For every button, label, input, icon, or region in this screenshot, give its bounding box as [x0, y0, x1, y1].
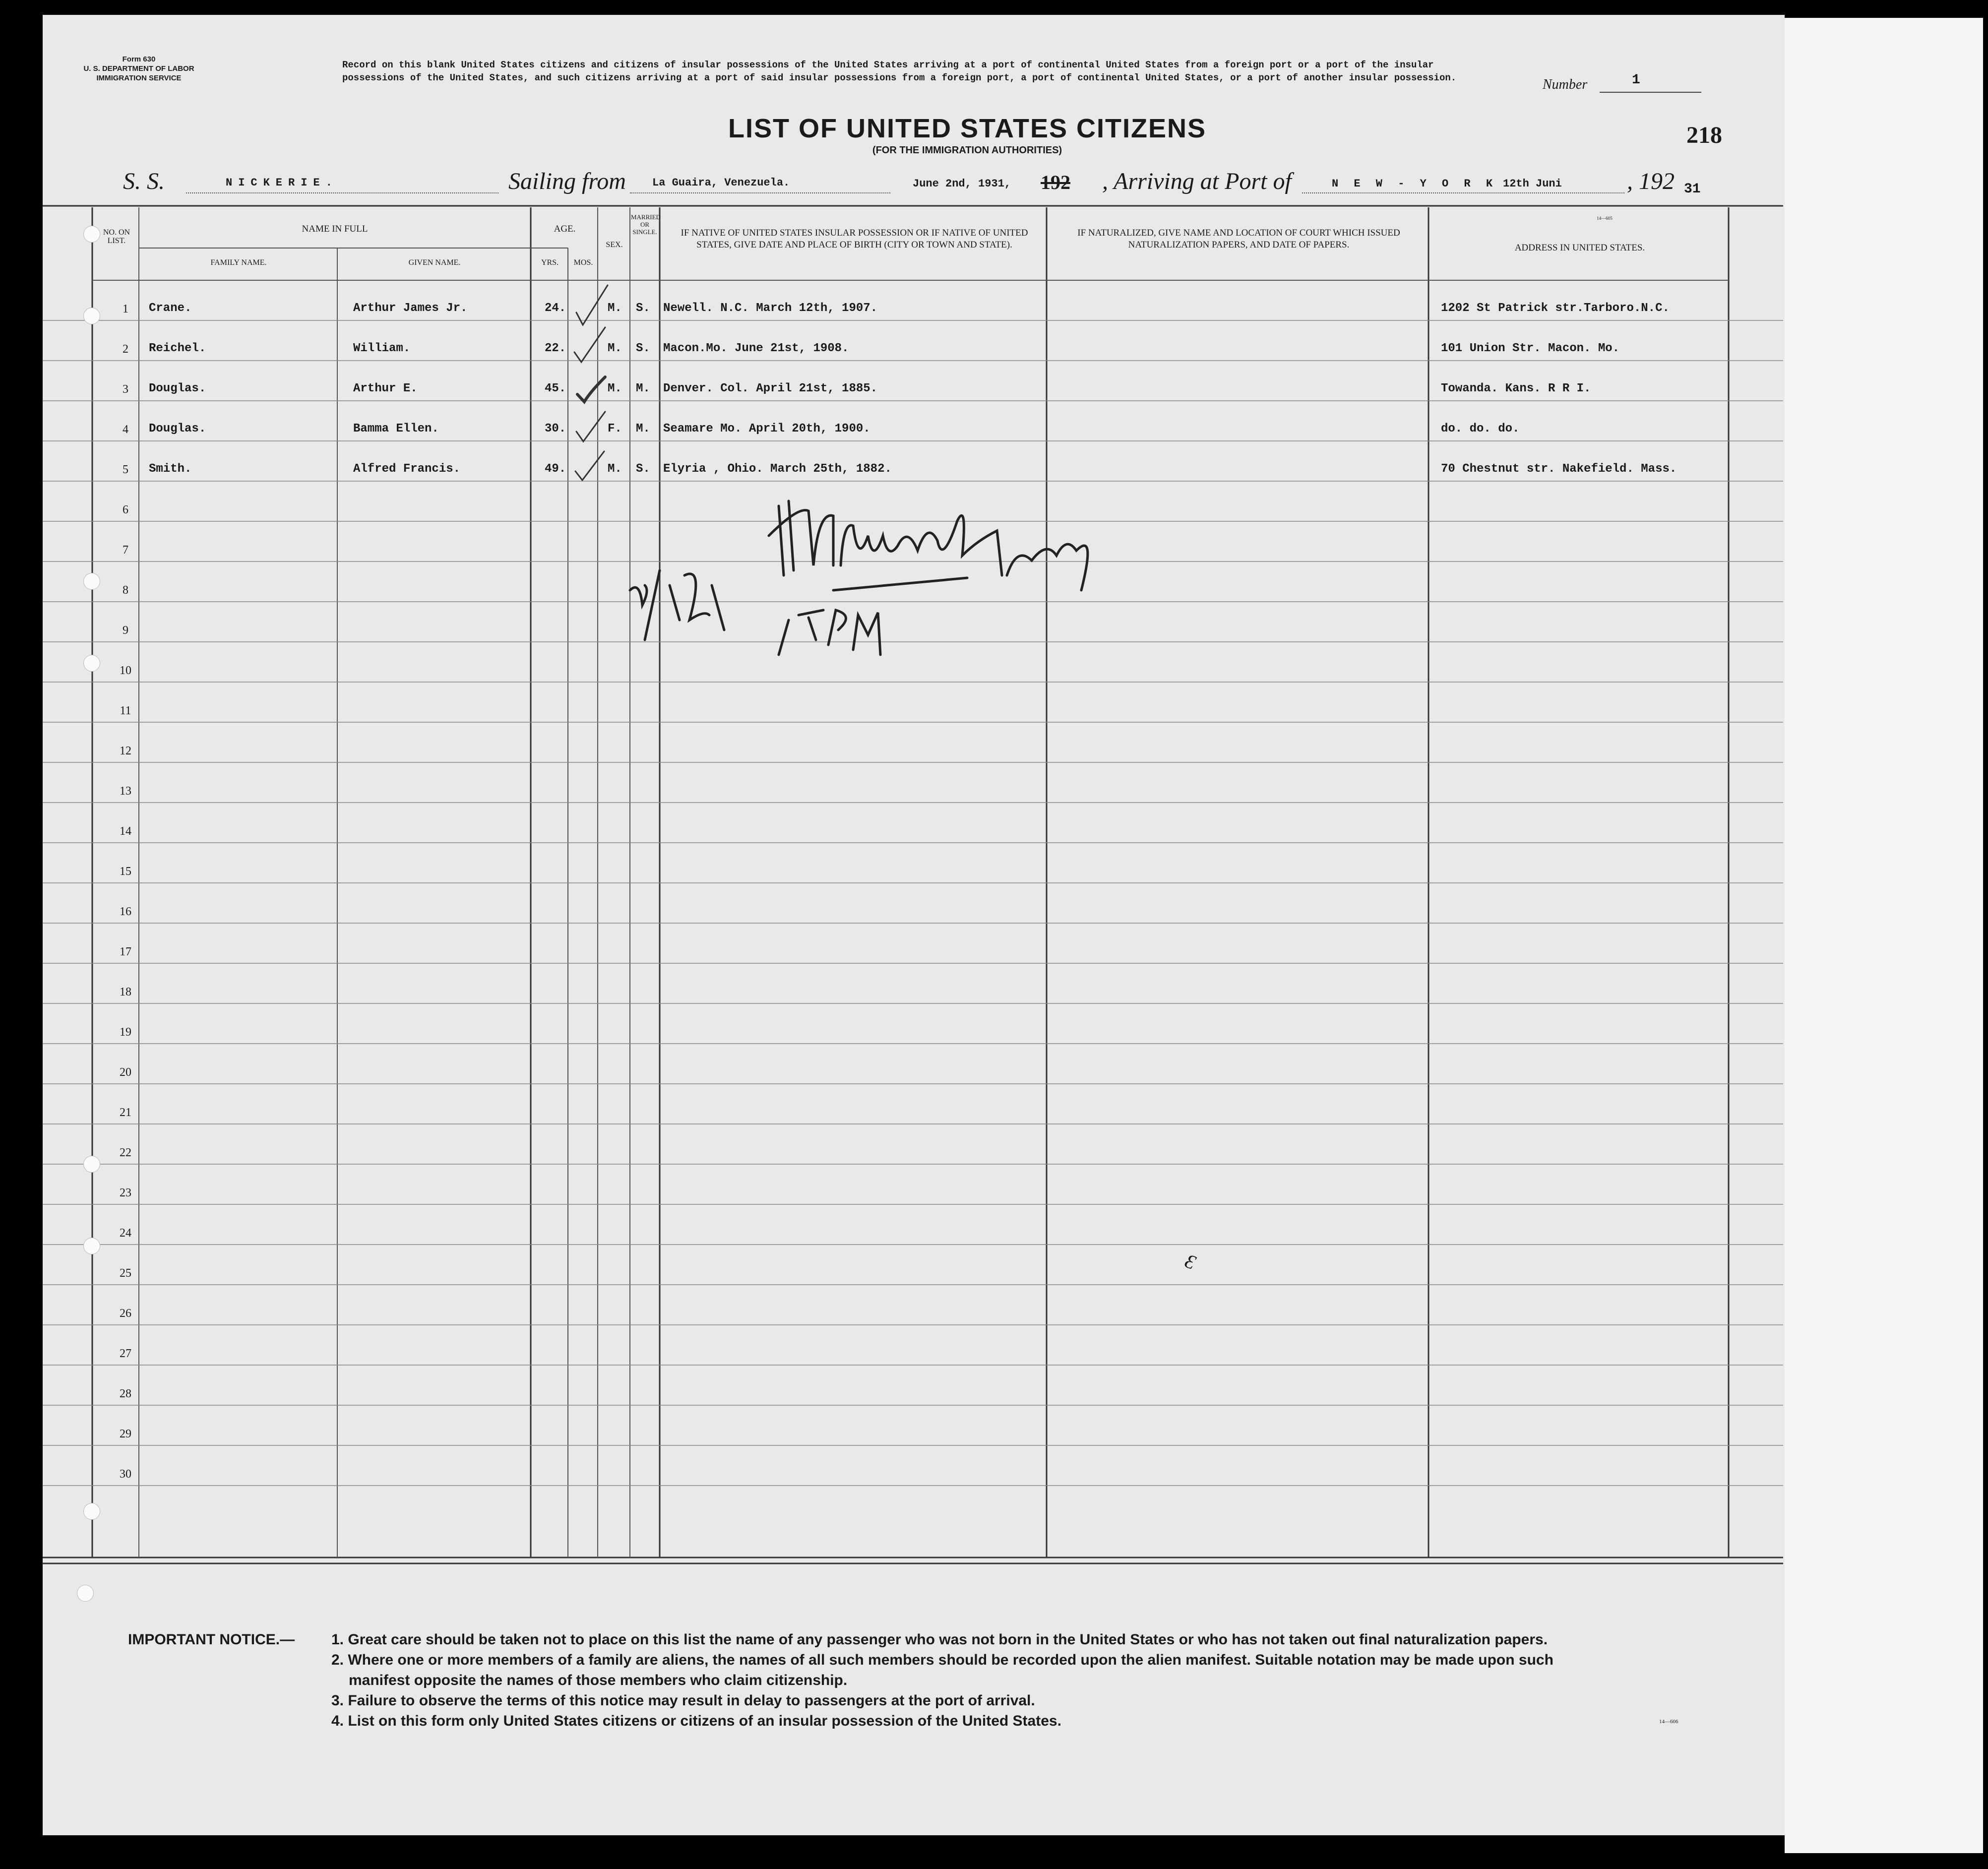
sailing-date: June 2nd, 1931, [913, 178, 1011, 190]
cell-given-name: Arthur James Jr. [353, 302, 468, 315]
department-name: U. S. DEPARTMENT OF LABOR [83, 64, 194, 73]
cell-address: do. do. do. [1441, 422, 1520, 436]
cell-marital-status: S. [636, 302, 650, 315]
row-number: 30 [120, 1468, 131, 1481]
row-number: 5 [123, 463, 128, 476]
row-number: 15 [120, 865, 131, 878]
cell-birth-place-date: Seamare Mo. April 20th, 1900. [663, 422, 870, 436]
binder-hole [83, 226, 100, 243]
cell-family-name: Douglas. [149, 382, 206, 395]
binder-hole [83, 308, 100, 324]
struck-year: 192 [1041, 171, 1070, 193]
arriving-label: , Arriving at Port of [1102, 168, 1292, 194]
footer-code: 14—606 [1659, 1719, 1678, 1725]
col-header-address: ADDRESS IN UNITED STATES. [1514, 243, 1645, 253]
cell-sex: M. [608, 462, 622, 476]
row-number: 25 [120, 1267, 131, 1280]
list-number: 1 [1632, 72, 1640, 88]
row-number: 20 [120, 1066, 131, 1079]
cell-given-name: Arthur E. [353, 382, 418, 395]
row-number: 19 [120, 1026, 131, 1039]
row-number: 28 [120, 1387, 131, 1400]
notice-item-3: 3. Failure to observe the terms of this notice may result in delay to passengers at the port of arrival. [331, 1692, 1035, 1709]
page-subtitle: (FOR THE IMMIGRATION AUTHORITIES) [872, 145, 1062, 156]
notice-item-2: 2. Where one or more members of a family are aliens, the names of all such members should be recorded upon the alien manifest. Suitable notation may be made upon such [331, 1652, 1553, 1668]
row-number: 3 [123, 383, 128, 396]
cell-address: 1202 St Patrick str.Tarboro.N.C. [1441, 302, 1670, 315]
row-number: 4 [123, 423, 128, 436]
col-header-naturalized: IF NATURALIZED, GIVE NAME AND LOCATION OF COURT WHICH ISSUED NATURALIZATION PAPERS, AND DATE OF PAPERS. [1077, 228, 1400, 250]
col-header-no: NO. ON LIST. [103, 228, 130, 245]
col-header-family-name: FAMILY NAME. [210, 258, 267, 267]
binder-hole [77, 1585, 94, 1602]
service-name: IMMIGRATION SERVICE [96, 74, 182, 82]
page-title: LIST OF UNITED STATES CITIZENS [728, 114, 1206, 143]
cell-address: 101 Union Str. Macon. Mo. [1441, 342, 1620, 355]
ship-name: NICKERIE. [226, 177, 338, 189]
inspector-signature [620, 491, 1141, 680]
cell-address: 70 Chestnut str. Nakefield. Mass. [1441, 462, 1677, 476]
cell-age-years: 22. [545, 342, 566, 355]
margin-mark: Ɛ [1181, 1249, 1199, 1274]
row-number: 22 [120, 1146, 131, 1159]
row-number: 8 [123, 584, 128, 597]
row-number: 11 [120, 704, 131, 717]
binder-hole [83, 1238, 100, 1254]
row-number: 24 [120, 1227, 131, 1240]
sailing-port: La Guaira, Venezuela. [652, 177, 790, 189]
binder-hole [83, 655, 100, 672]
arrival-port: N E W - Y O R K [1332, 178, 1497, 190]
cell-given-name: Bamma Ellen. [353, 422, 439, 436]
row-number: 10 [120, 664, 131, 677]
row-number: 27 [120, 1347, 131, 1360]
cell-family-name: Smith. [149, 462, 192, 476]
notice-item-2-cont: manifest opposite the names of those members who claim citizenship. [349, 1672, 848, 1688]
row-number: 7 [123, 544, 128, 557]
binder-hole [83, 1156, 100, 1173]
row-number: 17 [120, 945, 131, 958]
col-header-age: AGE. [554, 224, 576, 234]
col-header-mos: MOS. [573, 258, 593, 267]
cell-age-years: 30. [545, 422, 566, 436]
row-number: 16 [120, 905, 131, 918]
ss-label: S. S. [123, 168, 165, 194]
cell-family-name: Reichel. [149, 342, 206, 355]
cell-age-years: 45. [545, 382, 566, 395]
col-header-name-in-full: NAME IN FULL [302, 224, 368, 234]
row-number: 2 [123, 343, 128, 356]
cell-age-years: 24. [545, 302, 566, 315]
col-header-birth: IF NATIVE OF UNITED STATES INSULAR POSSESSION OR IF NATIVE OF UNITED STATES, GIVE DATE AND PLACE OF BIRTH (CITY OR TOWN AND STATE). [681, 228, 1028, 250]
cell-marital-status: M. [636, 382, 650, 395]
row-number: 12 [120, 745, 131, 757]
print-code: 14—605 [1597, 216, 1613, 221]
binder-hole [83, 573, 100, 590]
cell-birth-place-date: Newell. N.C. March 12th, 1907. [663, 302, 878, 315]
cell-family-name: Crane. [149, 302, 192, 315]
page-number: 218 [1686, 122, 1722, 148]
cell-given-name: Alfred Francis. [353, 462, 461, 476]
cell-address: Towanda. Kans. R R I. [1441, 382, 1591, 395]
row-number: 21 [120, 1106, 131, 1119]
cell-given-name: William. [353, 342, 411, 355]
row-number: 14 [120, 825, 131, 838]
cell-age-years: 49. [545, 462, 566, 476]
notice-heading: IMPORTANT NOTICE.— [128, 1631, 295, 1648]
cell-sex: M. [608, 382, 622, 395]
row-number: 9 [123, 624, 128, 637]
row-number: 18 [120, 986, 131, 998]
col-header-yrs: YRS. [541, 258, 559, 267]
cell-marital-status: S. [636, 462, 650, 476]
cell-marital-status: M. [636, 422, 650, 436]
sailing-from-label: Sailing from [508, 168, 626, 194]
col-header-given-name: GIVEN NAME. [408, 258, 461, 267]
notice-item-4: 4. List on this form only United States citizens or citizens of an insular possession of the United States. [331, 1713, 1061, 1729]
cell-sex: M. [608, 302, 622, 315]
cell-sex: M. [608, 342, 622, 355]
row-number: 1 [123, 303, 128, 315]
cell-birth-place-date: Macon.Mo. June 21st, 1908. [663, 342, 849, 355]
row-number: 29 [120, 1428, 131, 1440]
cell-family-name: Douglas. [149, 422, 206, 436]
year-prefix: , 192 [1627, 168, 1675, 194]
instructions-text: Record on this blank United States citizens and citizens of insular possessions of the United States arriving at a port of continental United States from a foreign port or a port of the insular possessions of the United States, and such citizens arriving at a port of said insular possessions from a foreign port, a port of continental United States, or a port of another insular possession. [342, 60, 1457, 83]
notice-item-1: 1. Great care should be taken not to place on this list the name of any passenger who was not born in the United States or who has not taken out final naturalization papers. [331, 1631, 1548, 1648]
cell-birth-place-date: Denver. Col. April 21st, 1885. [663, 382, 878, 395]
col-header-married-or-single: MARRIED OR SINGLE. [631, 213, 661, 236]
col-header-sex: SEX. [606, 241, 623, 249]
row-number: 6 [123, 503, 128, 516]
row-number: 13 [120, 785, 131, 798]
row-number: 26 [120, 1307, 131, 1320]
number-label: Number [1543, 77, 1588, 92]
year-suffix: 31 [1684, 182, 1701, 197]
form-number: Form 630 [122, 55, 156, 63]
check-marks [570, 283, 630, 491]
binder-hole [83, 1503, 100, 1520]
cell-marital-status: S. [636, 342, 650, 355]
cell-sex: F. [608, 422, 622, 436]
row-number: 23 [120, 1186, 131, 1199]
arrival-date: 12th Juni [1503, 178, 1562, 190]
cell-birth-place-date: Elyria , Ohio. March 25th, 1882. [663, 462, 892, 476]
